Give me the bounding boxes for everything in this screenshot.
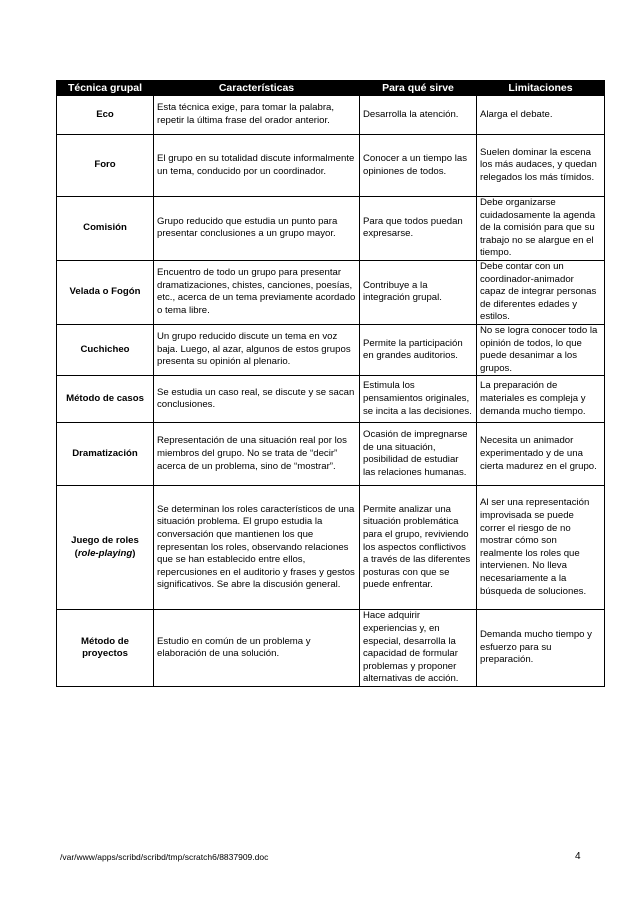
table-row	[57, 260, 605, 324]
row-purpose: Contribuye a la integración grupal.	[360, 260, 477, 324]
row-technique: Método de casos	[57, 376, 154, 423]
row-purpose: Hace adquirir experiencias y, en especial, desarrolla la capacidad de formular problemas y proponer alternativas de acción.	[360, 610, 477, 687]
header-limitaciones: Limitaciones	[477, 81, 605, 96]
row-technique: Eco	[57, 96, 154, 135]
row-characteristics: Encuentro de todo un grupo para presentar dramatizaciones, chistes, canciones, poesías, etc., acerca de un tema previamente acordado o tema libre.	[154, 260, 360, 324]
row-technique: Foro	[57, 135, 154, 197]
row-characteristics: Un grupo reducido discute un tema en voz baja. Luego, al azar, algunos de estos grupos presenta su opinión al plenario.	[154, 324, 360, 375]
table-row	[57, 486, 605, 610]
row-technique: Método de proyectos	[57, 610, 154, 687]
techniques-table	[56, 80, 605, 687]
row-limitations: Alarga el debate.	[477, 96, 605, 135]
row-limitations: Debe organizarse cuidadosamente la agenda de la comisión para que su trabajo no se alargue en el tiempo.	[477, 197, 605, 261]
row-limitations: Necesita un animador experimentado y de una cierta madurez en el grupo.	[477, 423, 605, 486]
table-row	[57, 135, 605, 197]
row-purpose: Ocasión de impregnarse de una situación, posibilidad de estudiar las relaciones humanas.	[360, 423, 477, 486]
row-limitations: Demanda mucho tiempo y esfuerzo para su preparación.	[477, 610, 605, 687]
row-characteristics: Estudio en común de un problema y elaboración de una solución.	[154, 610, 360, 687]
table-row	[57, 376, 605, 423]
row-technique: Comisión	[57, 197, 154, 261]
row-characteristics: El grupo en su totalidad discute informalmente un tema, conducido por un coordinador.	[154, 135, 360, 197]
row-characteristics: Grupo reducido que estudia un punto para presentar conclusiones a un grupo mayor.	[154, 197, 360, 261]
row-limitations: No se logra conocer todo la opinión de todos, lo que puede desanimar a los grupos.	[477, 324, 605, 375]
row-purpose: Permite la participación en grandes auditorios.	[360, 324, 477, 375]
row-limitations: Al ser una representación improvisada se puede correr el riesgo de no mostrar cómo son realmente los roles que intervienen. No lleva necesariamente a la búsqueda de soluciones.	[477, 486, 605, 610]
row-technique: Cuchicheo	[57, 324, 154, 375]
table-row	[57, 324, 605, 375]
footer-file-path: /var/www/apps/scribd/scribd/tmp/scratch6/8837909.doc	[60, 852, 269, 862]
table-row	[57, 96, 605, 135]
table-row	[57, 197, 605, 261]
header-caracteristicas: Características	[154, 81, 360, 96]
row-purpose: Conocer a un tiempo las opiniones de todos.	[360, 135, 477, 197]
table-row	[57, 423, 605, 486]
header-para-que-sirve: Para qué sirve	[360, 81, 477, 96]
row-purpose: Estimula los pensamientos originales, se incita a las decisiones.	[360, 376, 477, 423]
row-limitations: Debe contar con un coordinador-animador capaz de integrar personas de diferentes edades y estilos.	[477, 260, 605, 324]
table-header-row	[57, 81, 605, 96]
row-characteristics: Esta técnica exige, para tomar la palabra, repetir la última frase del orador anterior.	[154, 96, 360, 135]
row-characteristics: Representación de una situación real por los miembros del grupo. No se trata de “decir” acerca de un problema, sino de “mostrar”.	[154, 423, 360, 486]
row-technique: Dramatización	[57, 423, 154, 486]
row-characteristics: Se determinan los roles característicos de una situación problema. El grupo estudia la conversación que mantienen los que representan los roles, observando relaciones que se han establecido entre ellos, repercusiones en el auditorio y frases y gestos significativos. Se abre la discusión general.	[154, 486, 360, 610]
row-limitations: La preparación de materiales es compleja y demanda mucho tiempo.	[477, 376, 605, 423]
technique-name: Juego de roles	[71, 535, 139, 547]
row-technique: Velada o Fogón	[57, 260, 154, 324]
row-purpose: Permite analizar una situación problemática para el grupo, reviviendo los aspectos conflictivos a través de las diferentes posturas con que se puede enfrentar.	[360, 486, 477, 610]
row-technique: Juego de roles (role-playing)	[57, 486, 154, 610]
header-tecnica: Técnica grupal	[57, 81, 154, 96]
row-purpose: Para que todos puedan expresarse.	[360, 197, 477, 261]
row-purpose: Desarrolla la atención.	[360, 96, 477, 135]
row-characteristics: Se estudia un caso real, se discute y se sacan conclusiones.	[154, 376, 360, 423]
technique-alt-name: role-playing	[77, 547, 133, 559]
page-number: 4	[575, 851, 581, 862]
table-row	[57, 610, 605, 687]
row-limitations: Suelen dominar la escena los más audaces, y quedan relegados los más tímidos.	[477, 135, 605, 197]
